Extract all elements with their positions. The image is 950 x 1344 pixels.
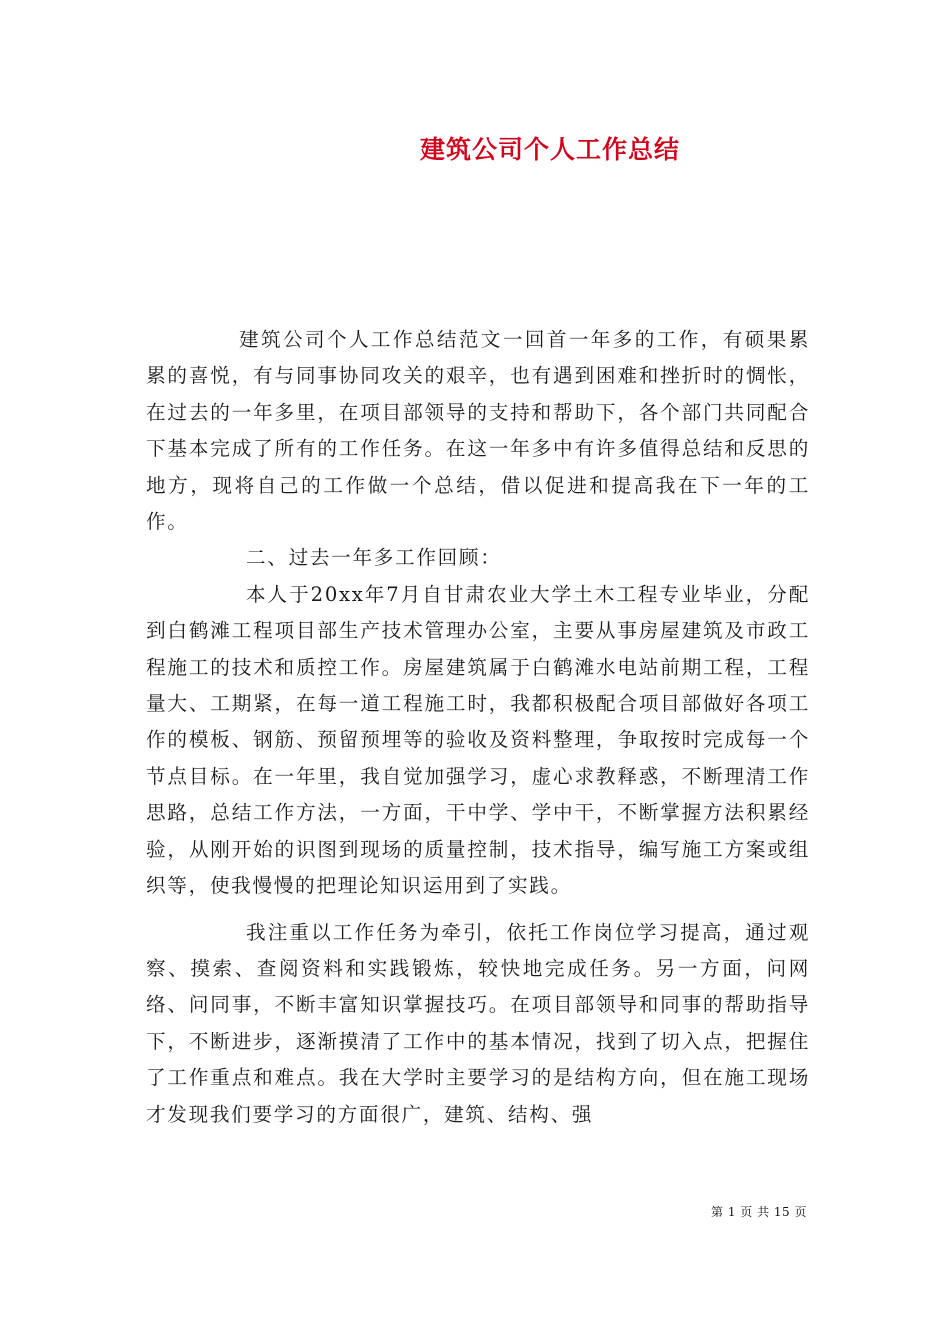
paragraph-section-heading: 二、过去一年多工作回顾： [246, 546, 502, 570]
page-number: 第 1 页 共 15 页 [711, 1205, 807, 1219]
paragraph-intro: 建筑公司个人工作总结范文一回首一年多的工作，有硕果累累的喜悦，有与同事协同攻关的艰辛，也有遇到困难和挫折时的惆怅，在过去的一年多里，在项目部领导的支持和帮助下，各个部门共同配合下基本完成了所有的工作任务。在这一年多中有许多值得总结和反思的地方，现将自己的工作做一个总结，借以促进和提高我在下一年的工作。 [146, 328, 810, 534]
paragraph-work-review: 本人于20xx年7月自甘肃农业大学土木工程专业毕业，分配到白鹤滩工程项目部生产技术管理办公室，主要从事房屋建筑及市政工程施工的技术和质控工作。房屋建筑属于白鹤滩水电站前期工程，工程量大、工期紧，在每一道工程施工时，我都积极配合项目部做好各项工作的模板、钢筋、预留预埋等的验收及资料整理，争取按时完成每一个节点目标。在一年里，我自觉加强学习，虚心求教释惑，不断理清工作思路，总结工作方法，一方面，干中学、学中干，不断掌握方法积累经验，从刚开始的识图到现场的质量控制，技术指导，编写施工方案或组织等，使我慢慢的把理论知识运用到了实践。 [146, 582, 810, 898]
document-title: 建筑公司个人工作总结 [419, 135, 680, 164]
paragraph-learning: 我注重以工作任务为牵引，依托工作岗位学习提高，通过观察、摸索、查阅资料和实践锻炼，较快地完成任务。另一方面，问网络、问同事，不断丰富知识掌握技巧。在项目部领导和同事的帮助指导下，不断进步，逐渐摸清了工作中的基本情况，找到了切入点，把握住了工作重点和难点。我在大学时主要学习的是结构方向，但在施工现场才发现我们要学习的方面很广，建筑、结构、强 [146, 920, 810, 1126]
document-body [146, 322, 810, 1133]
